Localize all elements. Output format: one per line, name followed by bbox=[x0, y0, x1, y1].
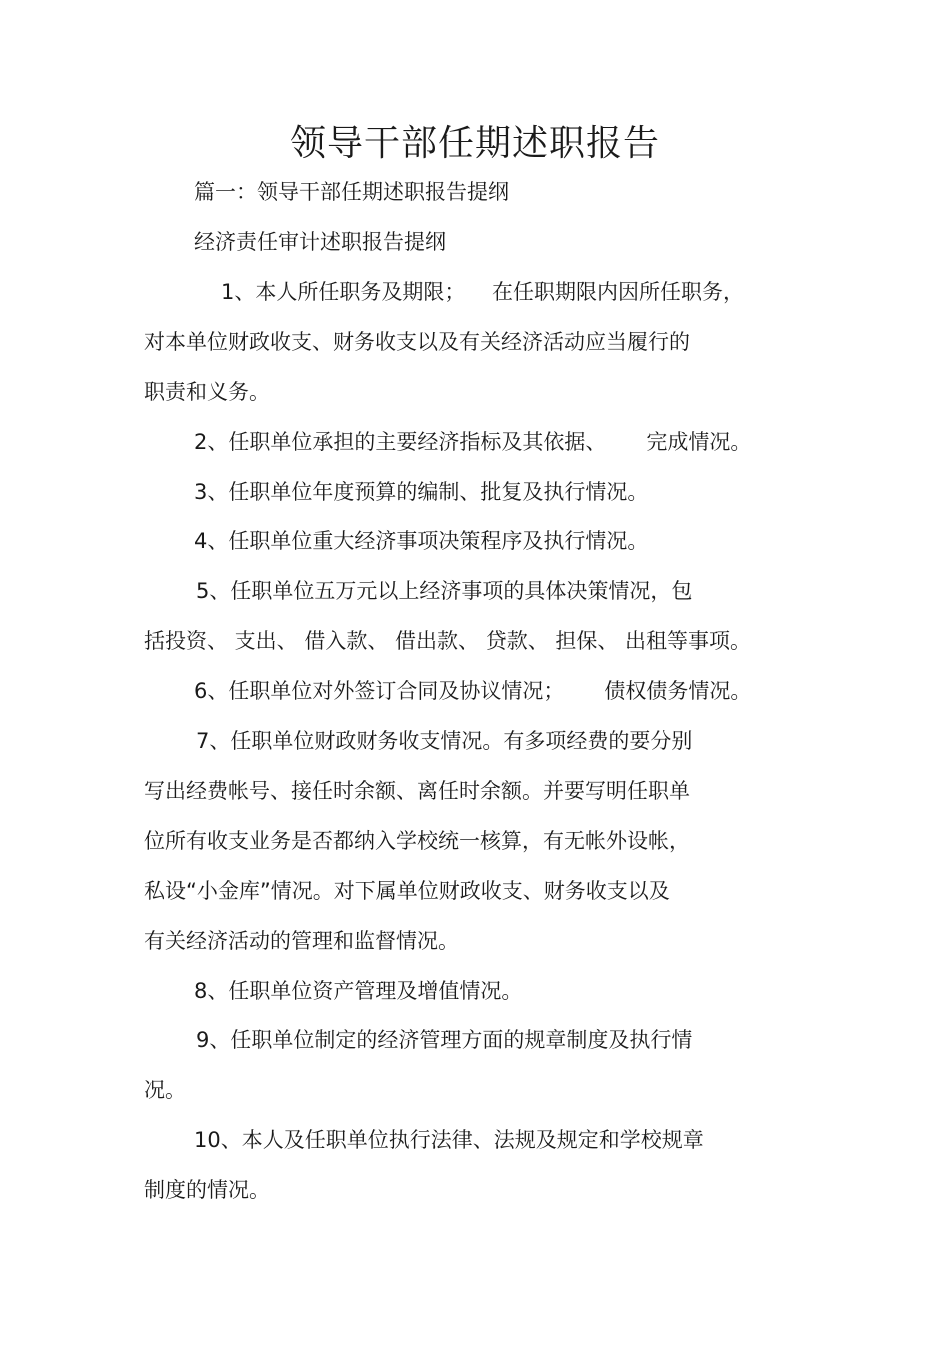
item-1-line-3: 职责和义务。 bbox=[144, 380, 270, 404]
item-7-line-5: 有关经济活动的管理和监督情况。 bbox=[144, 929, 459, 953]
item-5-line-1: 5、任职单位五万元以上经济事项的具体决策情况，包 bbox=[196, 579, 693, 603]
item-10-line-2: 制度的情况。 bbox=[144, 1178, 270, 1202]
item-1-line-2: 对本单位财政收支、财务收支以及有关经济活动应当履行的 bbox=[144, 330, 690, 354]
item-7-line-2: 写出经费帐号、接任时余额、离任时余额。并要写明任职单 bbox=[144, 779, 690, 803]
item-10-line-1: 10、本人及任职单位执行法律、法规及规定和学校规章 bbox=[194, 1128, 704, 1152]
item-7-line-4: 私设“小金库”情况。对下属单位财政收支、财务收支以及 bbox=[144, 879, 670, 903]
item-8-line-1: 8、任职单位资产管理及增值情况。 bbox=[194, 979, 523, 1003]
subtitle: 篇一：领导干部任期述职报告提纲 bbox=[194, 180, 509, 204]
item-5-line-2: 括投资、 支出、 借入款、 借出款、 贷款、 担保、 出租等事项。 bbox=[144, 629, 752, 653]
item-9-line-2: 况。 bbox=[144, 1078, 186, 1102]
item-2-line-1: 2、任职单位承担的主要经济指标及其依据、 完成情况。 bbox=[194, 430, 752, 454]
document-title: 领导干部任期述职报告 bbox=[289, 123, 660, 164]
section-heading: 经济责任审计述职报告提纲 bbox=[194, 230, 446, 254]
item-9-line-1: 9、任职单位制定的经济管理方面的规章制度及执行情 bbox=[196, 1028, 693, 1052]
item-3-line-1: 3、任职单位年度预算的编制、批复及执行情况。 bbox=[194, 480, 649, 504]
item-7-line-3: 位所有收支业务是否都纳入学校统一核算，有无帐外设帐， bbox=[144, 829, 690, 853]
item-4-line-1: 4、任职单位重大经济事项决策程序及执行情况。 bbox=[194, 529, 649, 553]
item-7-line-1: 7、任职单位财政财务收支情况。有多项经费的要分别 bbox=[196, 729, 693, 753]
item-1-line-1: 1、本人所任职务及期限； 在任职期限内因所任职务， bbox=[221, 280, 745, 304]
item-6-line-1: 6、任职单位对外签订合同及协议情况； 债权债务情况。 bbox=[194, 679, 752, 703]
